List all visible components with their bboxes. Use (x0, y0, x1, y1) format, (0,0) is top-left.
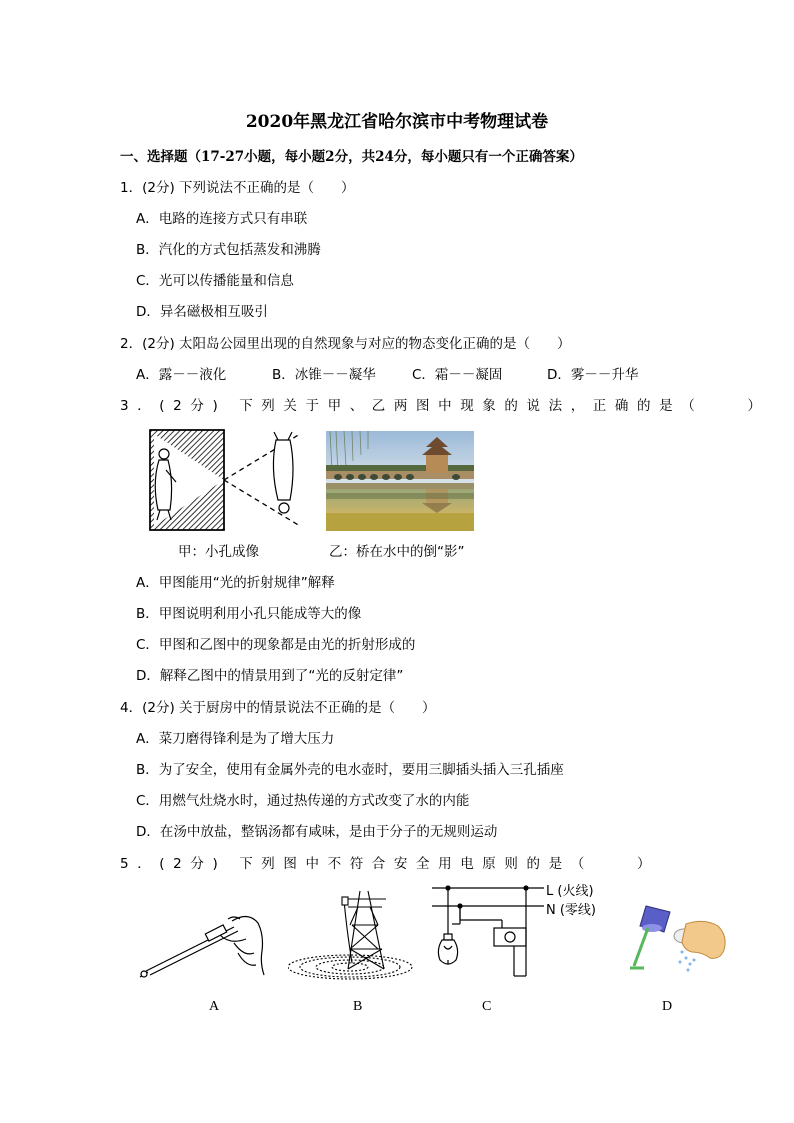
figure-label-d: D (662, 999, 673, 1014)
question-2-stem: 2．(2分) 太阳岛公园里出现的自然现象与对应的物态变化正确的是（ ） (120, 336, 571, 352)
figure-caption-yi: 乙：桥在水中的倒“影” (329, 544, 465, 560)
q1-option-d: D．异名磁极相互吸引 (136, 304, 268, 320)
q2-option-c: C．霜－－凝固 (412, 367, 503, 383)
exam-title: 2020年黑龙江省哈尔滨市中考物理试卷 (245, 112, 549, 132)
q3-option-d: D．解释乙图中的情景用到了“光的反射定律” (136, 668, 404, 684)
q4-option-b: B．为了安全，使用有金属外壳的电水壶时，要用三脚插头插入三孔插座 (136, 762, 564, 778)
q2-option-d: D．雾－－升华 (547, 367, 639, 383)
q2-option-b: B．冰锥－－凝华 (272, 367, 376, 383)
test-pen-figure (136, 905, 270, 983)
figure-caption-jia: 甲：小孔成像 (178, 544, 259, 560)
q1-option-b: B．汽化的方式包括蒸发和沸腾 (136, 242, 321, 258)
figure-label-a: A (209, 999, 220, 1014)
live-wire-label: L (火线) (546, 884, 594, 899)
neutral-wire-label: N (零线) (546, 903, 597, 918)
question-1-stem: 1．(2分) 下列说法不正确的是（ ） (120, 180, 355, 196)
power-tower-figure (288, 885, 418, 985)
q3-option-c: C．甲图和乙图中的现象都是由光的折射形成的 (136, 637, 416, 653)
q3-option-b: B．甲图说明利用小孔只能成等大的像 (136, 606, 362, 622)
q3-option-a: A．甲图能用“光的折射规律”解释 (136, 575, 335, 591)
pinhole-figure (148, 428, 308, 533)
q1-option-a: A．电路的连接方式只有串联 (136, 211, 308, 227)
bridge-reflection-photo (326, 431, 474, 531)
figure-label-b: B (353, 999, 363, 1014)
figure-label-c: C (482, 999, 492, 1014)
section-heading: 一、选择题（17-27小题，每小题2分，共24分，每小题只有一个正确答案） (120, 149, 583, 165)
question-5-stem: 5．(2分) 下列图中不符合安全用电原则的是（ ） (120, 856, 660, 872)
q4-option-c: C．用燃气灶烧水时，通过热传递的方式改变了水的内能 (136, 793, 470, 809)
q1-option-c: C．光可以传播能量和信息 (136, 273, 294, 289)
question-3-stem: 3．(2分) 下列关于甲、乙两图中现象的说法，正确的是（ ） (120, 398, 770, 414)
wet-hand-lamp-figure (626, 902, 730, 978)
q4-option-d: D．在汤中放盐，整锅汤都有咸味，是由于分子的无规则运动 (136, 824, 498, 840)
question-4-stem: 4．(2分) 关于厨房中的情景说法不正确的是（ ） (120, 700, 436, 716)
q4-option-a: A．菜刀磨得锋利是为了增大压力 (136, 731, 335, 747)
q2-option-a: A．露－－液化 (136, 367, 227, 383)
